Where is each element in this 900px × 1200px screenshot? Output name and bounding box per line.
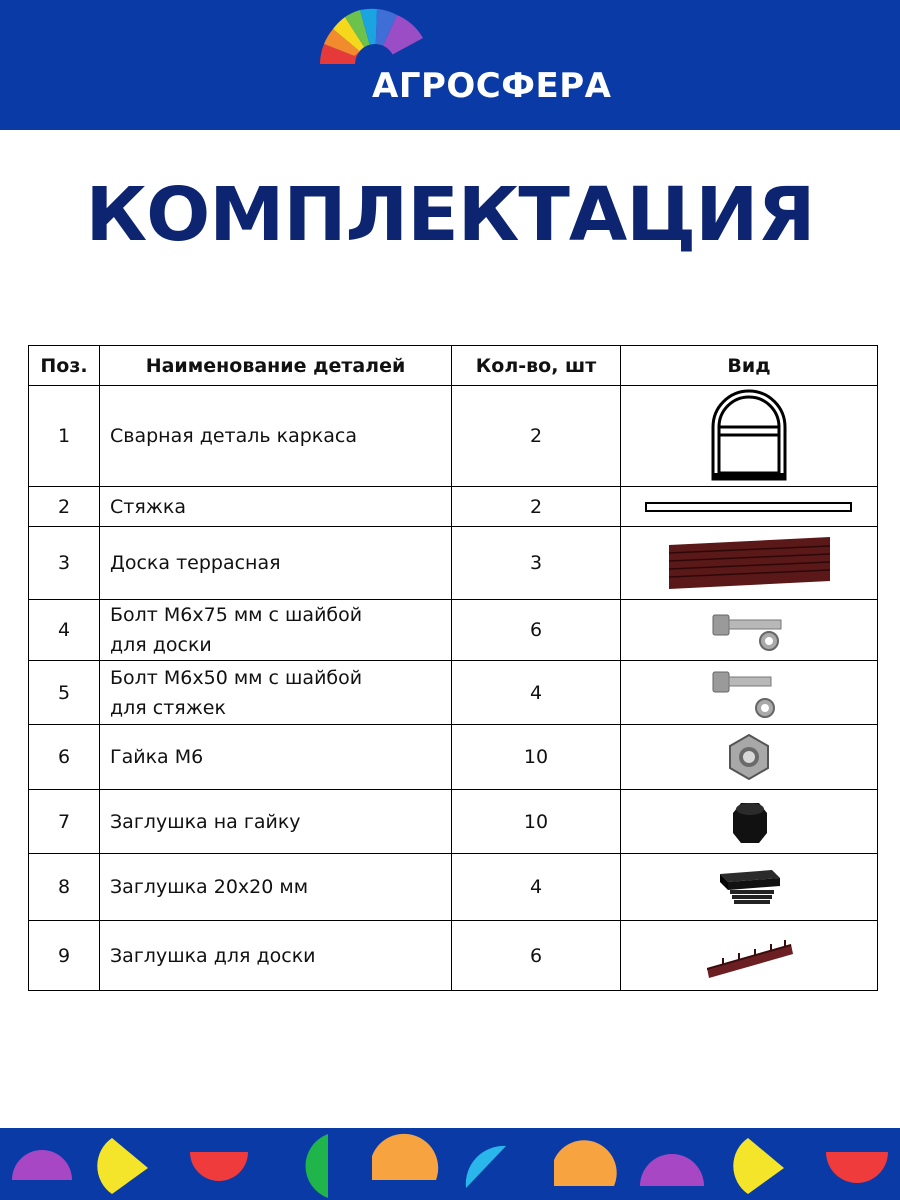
row-name xyxy=(100,854,452,921)
row-name xyxy=(100,487,452,527)
row-pos: 1 xyxy=(29,386,100,487)
row-name-line: Стяжка xyxy=(110,495,186,518)
row-name xyxy=(100,527,452,600)
row-name-line: Доска террасная xyxy=(110,552,281,574)
table-row xyxy=(29,921,878,991)
row-qty: 10 xyxy=(452,725,621,790)
row-name-line: Заглушка на гайку xyxy=(110,810,301,833)
table-row xyxy=(29,527,878,600)
row-name xyxy=(100,386,452,487)
row-qty: 2 xyxy=(452,487,621,527)
row-qty: 6 xyxy=(452,921,621,991)
table-row xyxy=(29,790,878,854)
row-qty: 6 xyxy=(452,600,621,661)
row-pos: 2 xyxy=(29,487,100,527)
row-name xyxy=(100,790,452,854)
header-name: Наименование деталей xyxy=(100,346,452,386)
row-view xyxy=(621,921,878,991)
row-pos: 3 xyxy=(29,527,100,600)
brand-name: АГРОСФЕРА xyxy=(372,66,612,106)
row-qty: 4 xyxy=(452,661,621,725)
row-name-line: Гайка М6 xyxy=(110,746,204,768)
table-row xyxy=(29,725,878,790)
row-name-line: Заглушка 20х20 мм xyxy=(110,876,309,898)
footer-banner xyxy=(0,1128,900,1200)
tie-bar-icon xyxy=(644,500,854,514)
row-name xyxy=(100,600,452,661)
board-plug-icon xyxy=(703,928,795,984)
table-header-row xyxy=(29,346,878,386)
row-pos: 6 xyxy=(29,725,100,790)
row-view xyxy=(621,661,878,725)
row-name-line: Заглушка для доски xyxy=(110,944,316,967)
row-qty: 3 xyxy=(452,527,621,600)
terrace-board-icon xyxy=(667,535,832,591)
row-view xyxy=(621,725,878,790)
row-name-line: для доски xyxy=(110,634,212,656)
decorative-shapes-icon xyxy=(0,1128,900,1200)
page-title: КОМПЛЕКТАЦИЯ xyxy=(85,172,815,258)
row-view xyxy=(621,854,878,921)
table-row xyxy=(29,661,878,725)
row-view xyxy=(621,386,878,487)
bolt-washer-icon xyxy=(709,666,789,720)
header-pos: Поз. xyxy=(29,346,100,386)
row-view xyxy=(621,487,878,527)
arch-frame-icon xyxy=(709,389,789,483)
bolt-washer-icon xyxy=(709,607,789,653)
parts-table xyxy=(28,345,878,991)
row-name xyxy=(100,725,452,790)
row-name xyxy=(100,921,452,991)
header-banner xyxy=(0,0,900,130)
row-view xyxy=(621,527,878,600)
row-name-line: для стяжек xyxy=(110,696,226,719)
row-name-line: Сварная деталь каркаса xyxy=(110,425,358,447)
row-view xyxy=(621,790,878,854)
row-pos: 9 xyxy=(29,921,100,991)
row-view xyxy=(621,600,878,661)
row-qty: 4 xyxy=(452,854,621,921)
row-name-line: Болт М6х75 мм с шайбой xyxy=(110,604,363,626)
row-qty: 10 xyxy=(452,790,621,854)
row-name-line: Болт М6х50 мм с шайбой xyxy=(110,666,363,689)
square-plug-icon xyxy=(714,864,784,910)
table-row xyxy=(29,487,878,527)
row-qty: 2 xyxy=(452,386,621,487)
row-pos: 8 xyxy=(29,854,100,921)
header-view: Вид xyxy=(621,346,878,386)
row-pos: 5 xyxy=(29,661,100,725)
row-pos: 4 xyxy=(29,600,100,661)
nut-cap-icon xyxy=(723,797,775,847)
header-qty: Кол-во, шт xyxy=(452,346,621,386)
hex-nut-icon xyxy=(724,732,774,782)
table-row xyxy=(29,386,878,487)
row-name xyxy=(100,661,452,725)
table-row xyxy=(29,854,878,921)
row-pos: 7 xyxy=(29,790,100,854)
table-row xyxy=(29,600,878,661)
